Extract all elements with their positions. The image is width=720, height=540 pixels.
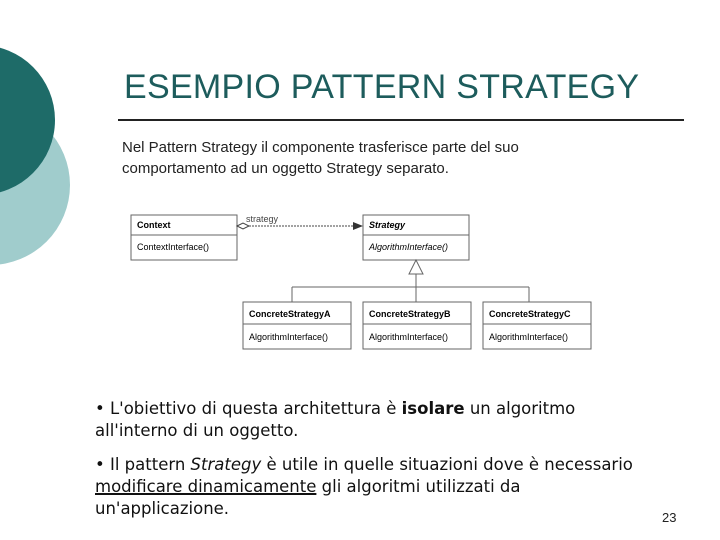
inheritance-lines <box>292 260 529 302</box>
concrete-c-method: AlgorithmInterface() <box>489 332 569 342</box>
bullet-1-text-post: un algoritmo <box>464 399 576 418</box>
strategy-uml-diagram <box>120 205 600 355</box>
concrete-a-name: ConcreteStrategyA <box>249 309 331 319</box>
association-label: strategy <box>246 214 279 224</box>
context-class <box>131 215 237 260</box>
bullet-list <box>95 398 705 532</box>
slide-title: ESEMPIO PATTERN STRATEGY <box>124 68 640 106</box>
intro-text <box>122 137 682 179</box>
title-underline <box>118 119 684 121</box>
concrete-b-method: AlgorithmInterface() <box>369 332 449 342</box>
page-number: 23 <box>662 510 677 525</box>
bullet-1-text-pre: • L'obiettivo di questa architettura è <box>95 399 402 418</box>
concrete-c-name: ConcreteStrategyC <box>489 309 571 319</box>
bullet-2-text-pre: • Il pattern <box>95 455 191 474</box>
strategy-association <box>237 214 363 230</box>
bullet-2-underlined: modificare dinamicamente <box>95 477 317 496</box>
bullet-item-2 <box>95 454 705 520</box>
concrete-strategy-a-class <box>243 302 351 349</box>
context-class-method: ContextInterface() <box>137 242 210 252</box>
context-class-name: Context <box>137 220 171 230</box>
bullet-2-line-3: un'applicazione. <box>95 499 230 518</box>
bullet-1-line-2: all'interno di un oggetto. <box>95 421 299 440</box>
concrete-b-name: ConcreteStrategyB <box>369 309 451 319</box>
association-arrowhead <box>353 222 363 230</box>
inheritance-triangle <box>409 260 423 274</box>
intro-line-1: Nel Pattern Strategy il componente trasferisce parte del suo <box>122 139 519 156</box>
strategy-class <box>363 215 469 260</box>
decorative-circles <box>0 0 80 300</box>
bullet-item-1 <box>95 398 705 442</box>
bullet-2-text-post: è utile in quelle situazioni dove è necessario <box>261 455 633 474</box>
bullet-2-italic: Strategy <box>190 455 262 474</box>
concrete-a-method: AlgorithmInterface() <box>249 332 329 342</box>
bullet-2-rest: gli algoritmi utilizzati da <box>316 477 521 496</box>
concrete-strategy-b-class <box>363 302 471 349</box>
concrete-strategy-c-class <box>483 302 591 349</box>
intro-line-2: comportamento ad un oggetto Strategy separato. <box>122 160 449 177</box>
strategy-class-name: Strategy <box>369 220 406 230</box>
bullet-1-bold: isolare <box>401 399 465 418</box>
strategy-class-method: AlgorithmInterface() <box>369 242 449 252</box>
